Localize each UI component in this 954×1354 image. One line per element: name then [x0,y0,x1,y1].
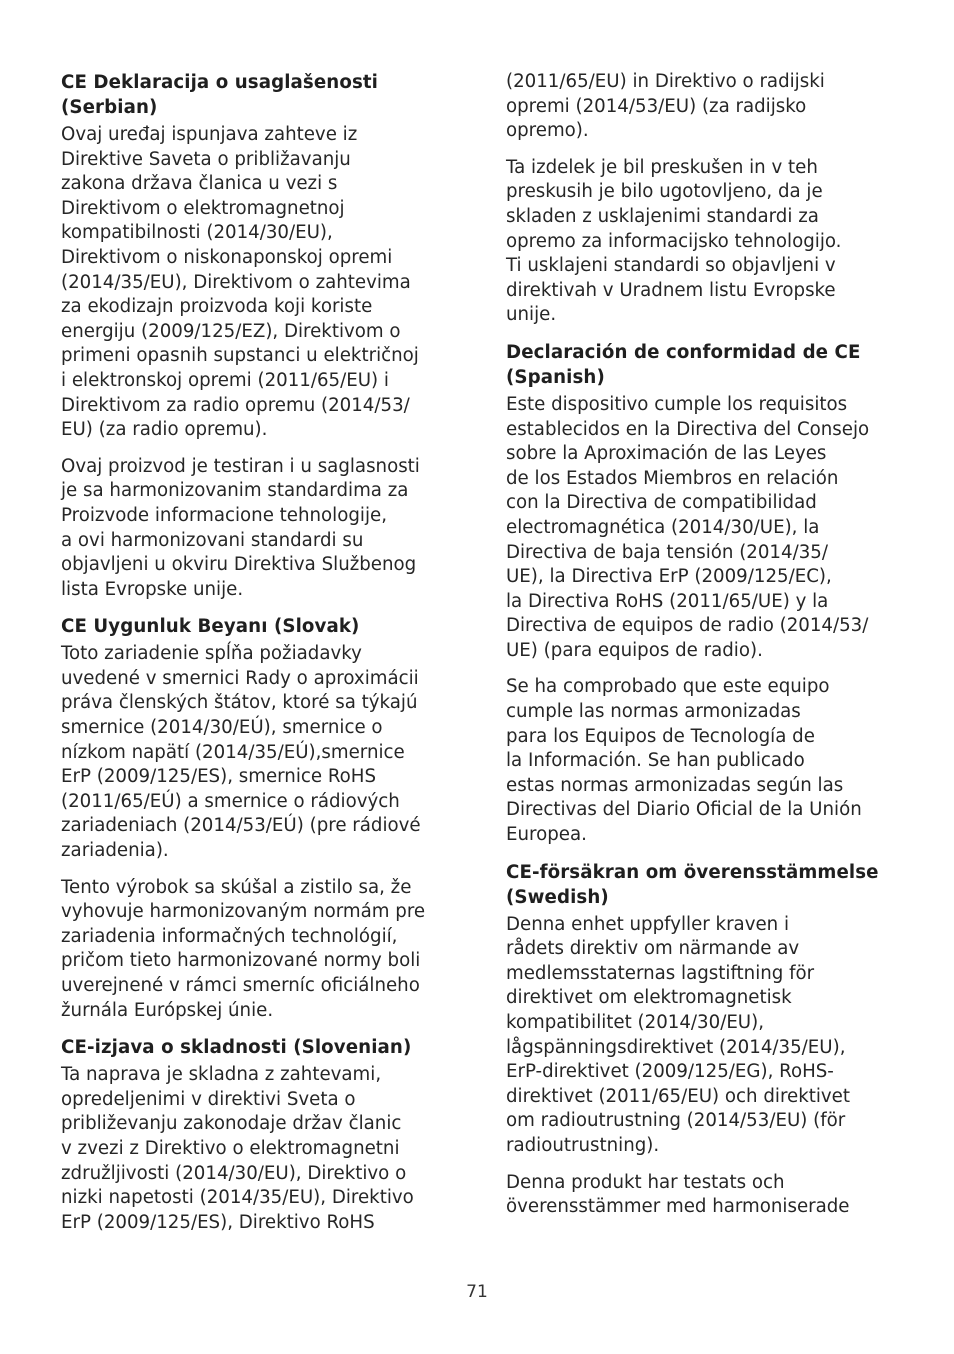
section-heading: CE Uygunluk Beyanı (Slovak) [61,616,360,638]
paragraph: Ta naprava je skladna z zahtevami, opredeljenimi v direktivi Sveta o približevanju zakonodaje držav članic v zvezi z Direktivo o elektromagnetni združljivosti (2014/30/EU), Direktivo o nizki napetosti (2014/35/EU), Direktivo ErP (2009/125/ES), Direktivo RoHS [61,1064,414,1233]
page-number: 71 [466,1282,488,1302]
section-slovenian [61,1035,453,1235]
section-heading: CE-izjava o skladnosti (Slovenian) [61,1037,412,1059]
section-heading: CE-försäkran om överensstämmelse (Swedish) [506,861,879,908]
paragraph: Tento výrobok sa skúšal a zistilo sa, že vyhovuje harmonizovaným normám pre zariadenia informačných technológií, pričom tieto harmonizované normy boli uverejnené v rámci smerníc oficiálneho žurnála Európskej únie. [61,876,426,1021]
paragraph: Ta izdelek je bil preskušen in v teh preskusih je bilo ugotovljeno, da je skladen z usklajenimi standardi za opremo za informacijsko tehnologijo. Ti usklajeni standardi so objavljeni v direktivah v Uradnem listu Evropske unije. [506,156,842,326]
section-spanish [506,340,898,848]
paragraph: Ovaj uređaj ispunjava zahteve iz Direktive Saveta o približavanju zakona država članica u vezi s Direktivom o elektromagnetnoj kompatibilnosti (2014/30/EU), Direktivom o niskonaponskoj opremi (2014/35/EU), Direktivom o zahtevima za ekodizajn proizvoda koji koriste energiju (2009/125/EZ), Direktivom o primeni opasnih supstanci u električnoj i elektronskoj opremi (2011/65/EU) i Direktivom za radio opremu (2014/53/ EU) (za radio opremu). [61,124,419,441]
paragraph: Toto zariadenie spĺňa požiadavky uvedené v smernici Rady o aproximácii práva členských štátov, ktoré sa týkajú smernice (2014/30/EÚ), smernice o nízkom napätí (2014/35/EÚ),smernice ErP (2009/125/ES), smernice RoHS (2011/65/EÚ) a smernice o rádiových zariadeniach (2014/53/EÚ) (pre rádiové zariadenia). [61,643,421,862]
section-heading: Declaración de conformidad de CE (Spanish) [506,341,861,388]
paragraph: Este dispositivo cumple los requisitos establecidos en la Directiva del Consejo sobre la Aproximación de las Leyes de los Estados Miembros en relación con la Directiva de compatibilidad electromagnética (2014/30/UE), la Directiva de baja tensión (2014/35/ UE), la Directiva ErP (2009/125/EC), la Directiva RoHS (2011/65/UE) y la Directiva de equipos de radio (2014/53/ UE) (para equipos de radio). [506,393,870,661]
section-heading: CE Deklaracija o usaglašenosti (Serbian) [61,72,378,118]
right-column [506,70,898,1232]
paragraph: Ovaj proizvod je testiran i u saglasnosti je sa harmonizovanim standardima za Proizvode informacione tehnologije, a ovi harmonizovani standardi su objavljeni u okviru Direktiva Službenog lista Evropske unije. [61,455,420,600]
paragraph: Denna produkt har testats och överensstämmer med harmoniserade [506,1171,850,1218]
paragraph: Denna enhet uppfyller kraven i rådets direktiv om närmande av medlemsstaternas lagstiftning för direktivet om elektromagnetisk kompatibilitet (2014/30/EU), lågspänningsdirektivet (2014/35/EU), ErP-direktivet (2009/125/EG), RoHS- direktivet (2011/65/EU) och direktivet om radioutrustning (2014/53/EU) (för radioutrustning). [506,913,851,1156]
left-column [61,70,453,1247]
paragraph: (2011/65/EU) in Direktivo o radijski opremi (2014/53/EU) (za radijsko opremo). [506,71,825,142]
section-swedish [506,860,898,1220]
paragraph: Se ha comprobado que este equipo cumple las normas armonizadas para los Equipos de Tecnología de la Información. Se han publicado estas normas armonizadas según las Directivas del Diario Oficial de la Unión Europea. [506,676,862,846]
section-serbian [61,70,453,602]
section-slovak [61,614,453,1023]
section-slovenian-continued [506,70,898,328]
